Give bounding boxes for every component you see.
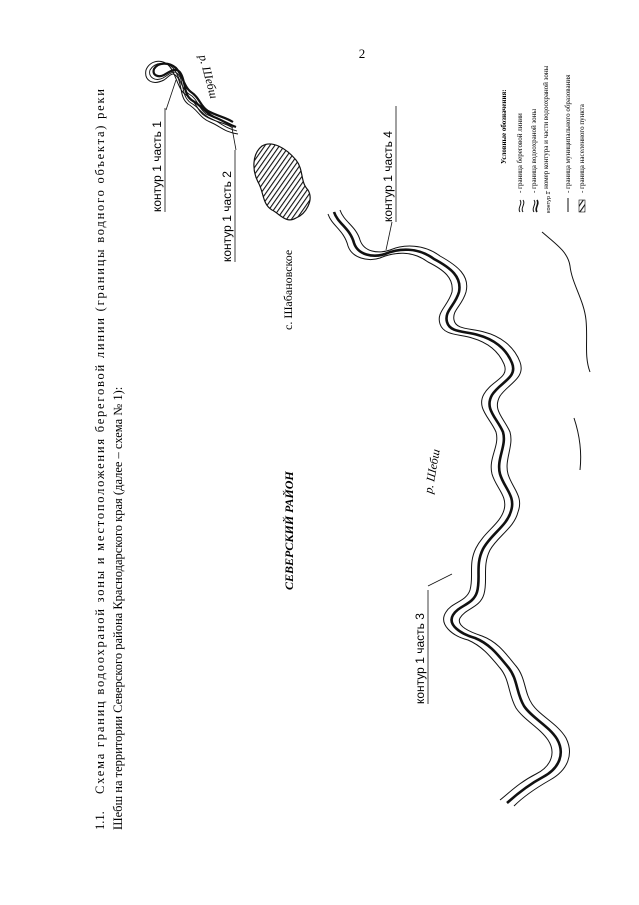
label-district: СЕВЕРСКИЙ РАЙОН [282, 471, 296, 590]
label-river-top: р. Шебш [196, 53, 222, 101]
legend-symbol-water-zone-2 [536, 200, 538, 212]
legend-symbol-water-zone [533, 200, 535, 212]
label-contour-1-part-2: контур 1 часть 2 [220, 171, 234, 262]
leader-contour-1-part-4 [386, 222, 392, 250]
legend-symbol-settlement [579, 200, 585, 212]
shoreline-upper [154, 64, 236, 127]
legend-item-4: - граница муниципального образования [564, 74, 572, 193]
river-main [328, 210, 569, 806]
municipal-border [542, 232, 590, 470]
legend-item-2: - граница водоохраной зоны [530, 108, 538, 193]
label-village: с. Шабановское [281, 249, 295, 330]
leader-lines [166, 80, 452, 586]
label-contour-1-part-4: контур 1 часть 4 [381, 131, 395, 222]
water-protection-zone-main [328, 214, 552, 800]
legend-marker-contour: контур 1 [546, 191, 552, 213]
legend-title: Условные обозначения: [500, 89, 508, 164]
label-contour-1-part-3: контур 1 часть 3 [413, 613, 427, 704]
legend-item-5: - граница населенного пункта [578, 104, 586, 193]
legend-symbol-shoreline-2 [522, 200, 524, 212]
leader-contour-1-part-1 [166, 80, 176, 110]
municipal-border-top [542, 232, 590, 372]
heading-line-2: Шебш на территории Северского района Краснодарского края (далее – схема № 1): [111, 386, 125, 830]
shoreline-upper-inner [150, 63, 237, 131]
settlement-shabanovskoe [254, 144, 310, 220]
legend-symbol-shoreline [519, 200, 521, 212]
heading-line-1: Схема границ водоохраной зоны и местоположения береговой линии (границы водного объекта) реки [93, 89, 107, 794]
legend-item-3: - номер контура и части водоохраной зоны [542, 65, 550, 193]
municipal-border-bottom [574, 418, 581, 470]
legend-item-1: - граница береговой линии [516, 113, 524, 193]
label-contour-1-part-1: контур 1 часть 1 [150, 121, 164, 212]
shoreline-main [334, 212, 561, 803]
page-number: 2 [358, 46, 366, 61]
leader-contour-1-part-3 [428, 574, 452, 586]
legend [500, 65, 586, 213]
leader-contour-1-part-2 [232, 128, 236, 150]
heading-number: 1.1. [93, 811, 107, 830]
label-river-mid: р. Шебш [421, 447, 443, 495]
